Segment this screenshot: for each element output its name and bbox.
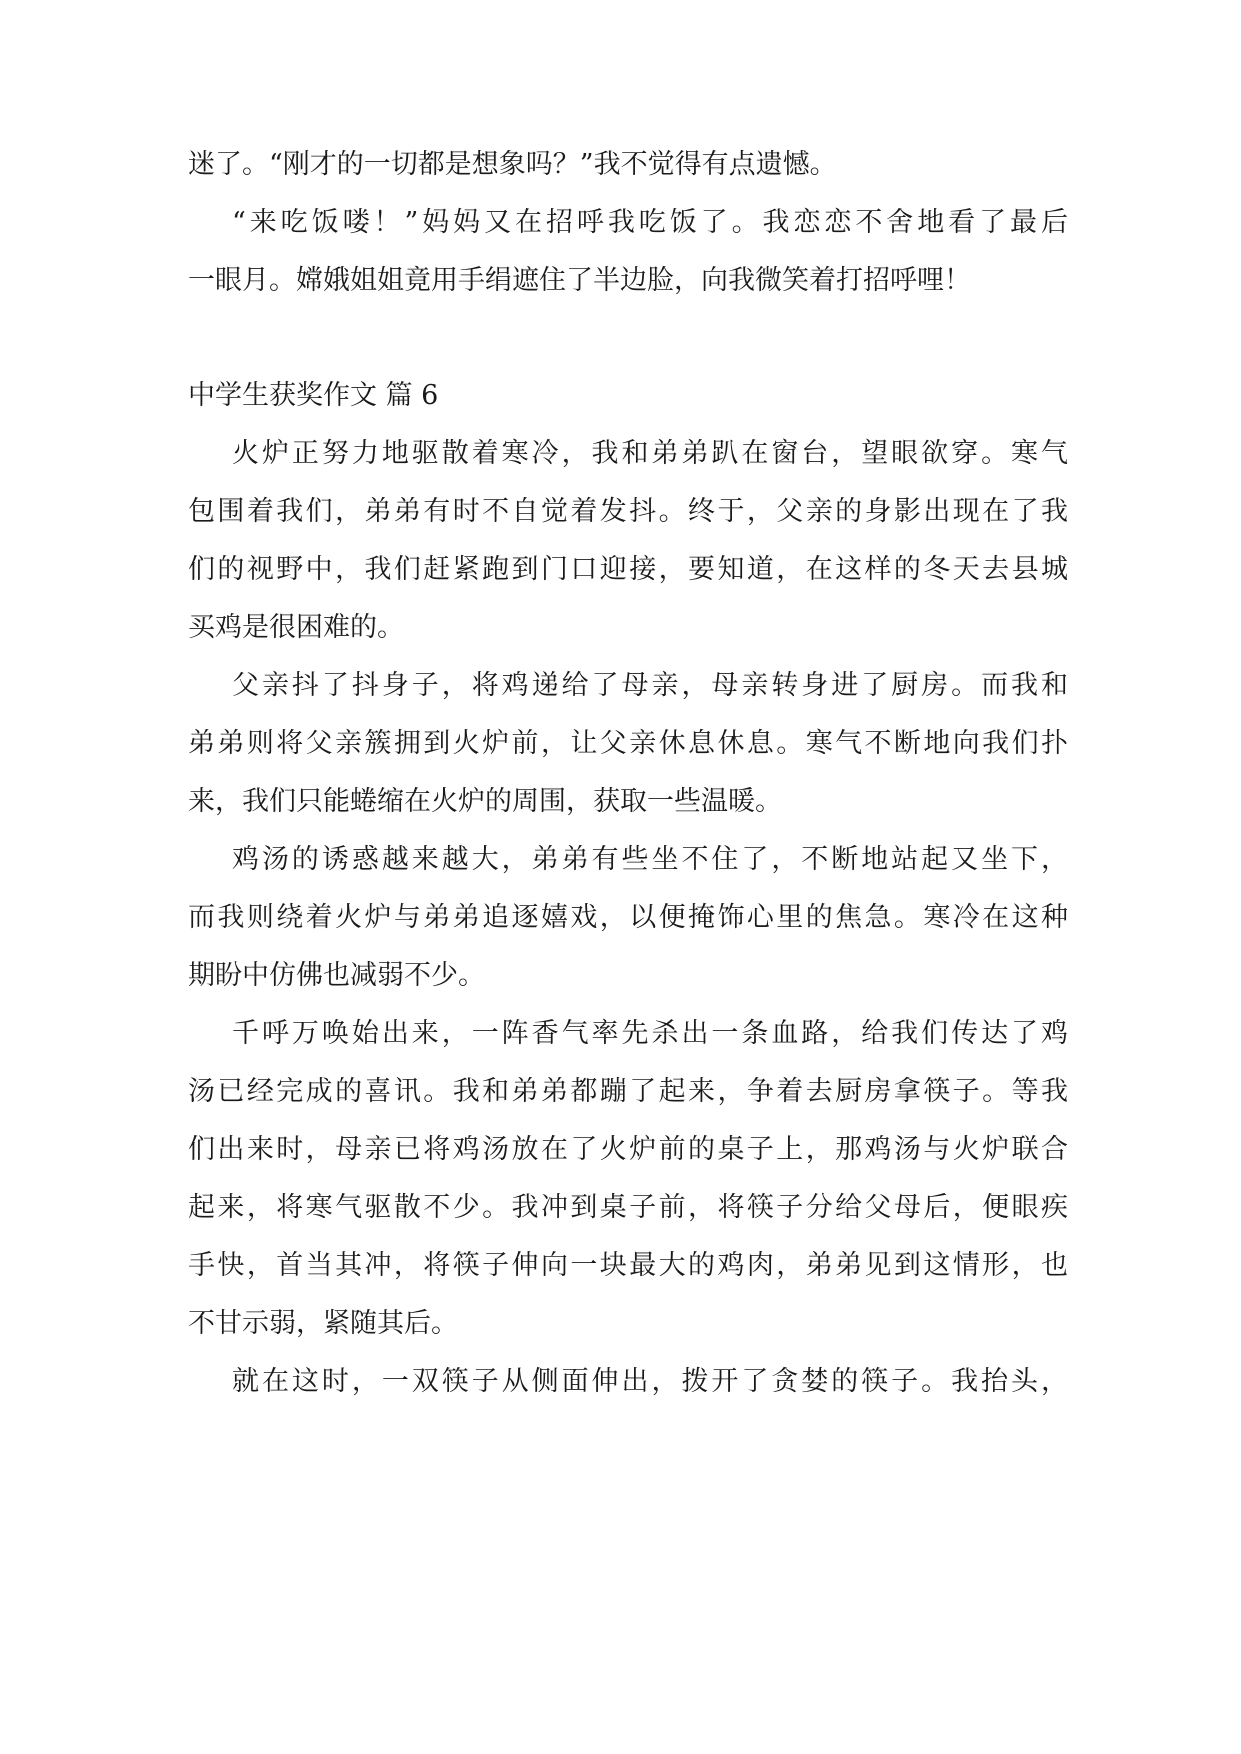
paragraph-line: 就在这时，一双筷子从侧面伸出，拨开了贪婪的筷子。我抬头， (232, 1366, 1068, 1397)
paragraph-line: 火炉正努力地驱散着寒冷，我和弟弟趴在窗台，望眼欲穿。寒气 (232, 438, 1068, 469)
paragraph-line: 不甘示弱，紧随其后。 (188, 1308, 458, 1339)
paragraph-line: 期盼中仿佛也减弱不少。 (188, 960, 485, 991)
paragraph-line: 来，我们只能蜷缩在火炉的周围，获取一些温暖。 (188, 786, 782, 817)
paragraph-line: 而我则绕着火炉与弟弟追逐嬉戏，以便掩饰心里的焦急。寒冷在这种 (188, 902, 1068, 933)
paragraph-line: 包围着我们，弟弟有时不自觉着发抖。终于，父亲的身影出现在了我 (188, 496, 1068, 527)
paragraph-line: 千呼万唤始出来，一阵香气率先杀出一条血路，给我们传达了鸡 (232, 1018, 1068, 1049)
paragraph-line: 一眼月。嫦娥姐姐竟用手绢遮住了半边脸，向我微笑着打招呼哩！ (188, 265, 971, 296)
paragraph-line: 手快，首当其冲，将筷子伸向一块最大的鸡肉，弟弟见到这情形，也 (188, 1250, 1068, 1281)
paragraph-line: 迷了。“刚才的一切都是想象吗？”我不觉得有点遗憾。 (188, 149, 837, 180)
paragraph-line: 们的视野中，我们赶紧跑到门口迎接，要知道，在这样的冬天去县城 (188, 554, 1068, 585)
paragraph-line: 鸡汤的诱惑越来越大，弟弟有些坐不住了，不断地站起又坐下， (232, 844, 1068, 875)
paragraph-line: 买鸡是很困难的。 (188, 612, 404, 643)
paragraph-line: 父亲抖了抖身子，将鸡递给了母亲，母亲转身进了厨房。而我和 (232, 670, 1068, 701)
paragraph-line: 起来，将寒气驱散不少。我冲到桌子前，将筷子分给父母后，便眼疾 (188, 1192, 1068, 1223)
paragraph-line: 们出来时，母亲已将鸡汤放在了火炉前的桌子上，那鸡汤与火炉联合 (188, 1134, 1068, 1165)
paragraph-line: 汤已经完成的喜讯。我和弟弟都蹦了起来，争着去厨房拿筷子。等我 (188, 1076, 1068, 1107)
section-heading: 中学生获奖作文 篇 6 (188, 380, 439, 411)
paragraph-line: “来吃饭喽！”妈妈又在招呼我吃饭了。我恋恋不舍地看了最后 (232, 207, 1068, 238)
paragraph-line: 弟弟则将父亲簇拥到火炉前，让父亲休息休息。寒气不断地向我们扑 (188, 728, 1068, 759)
